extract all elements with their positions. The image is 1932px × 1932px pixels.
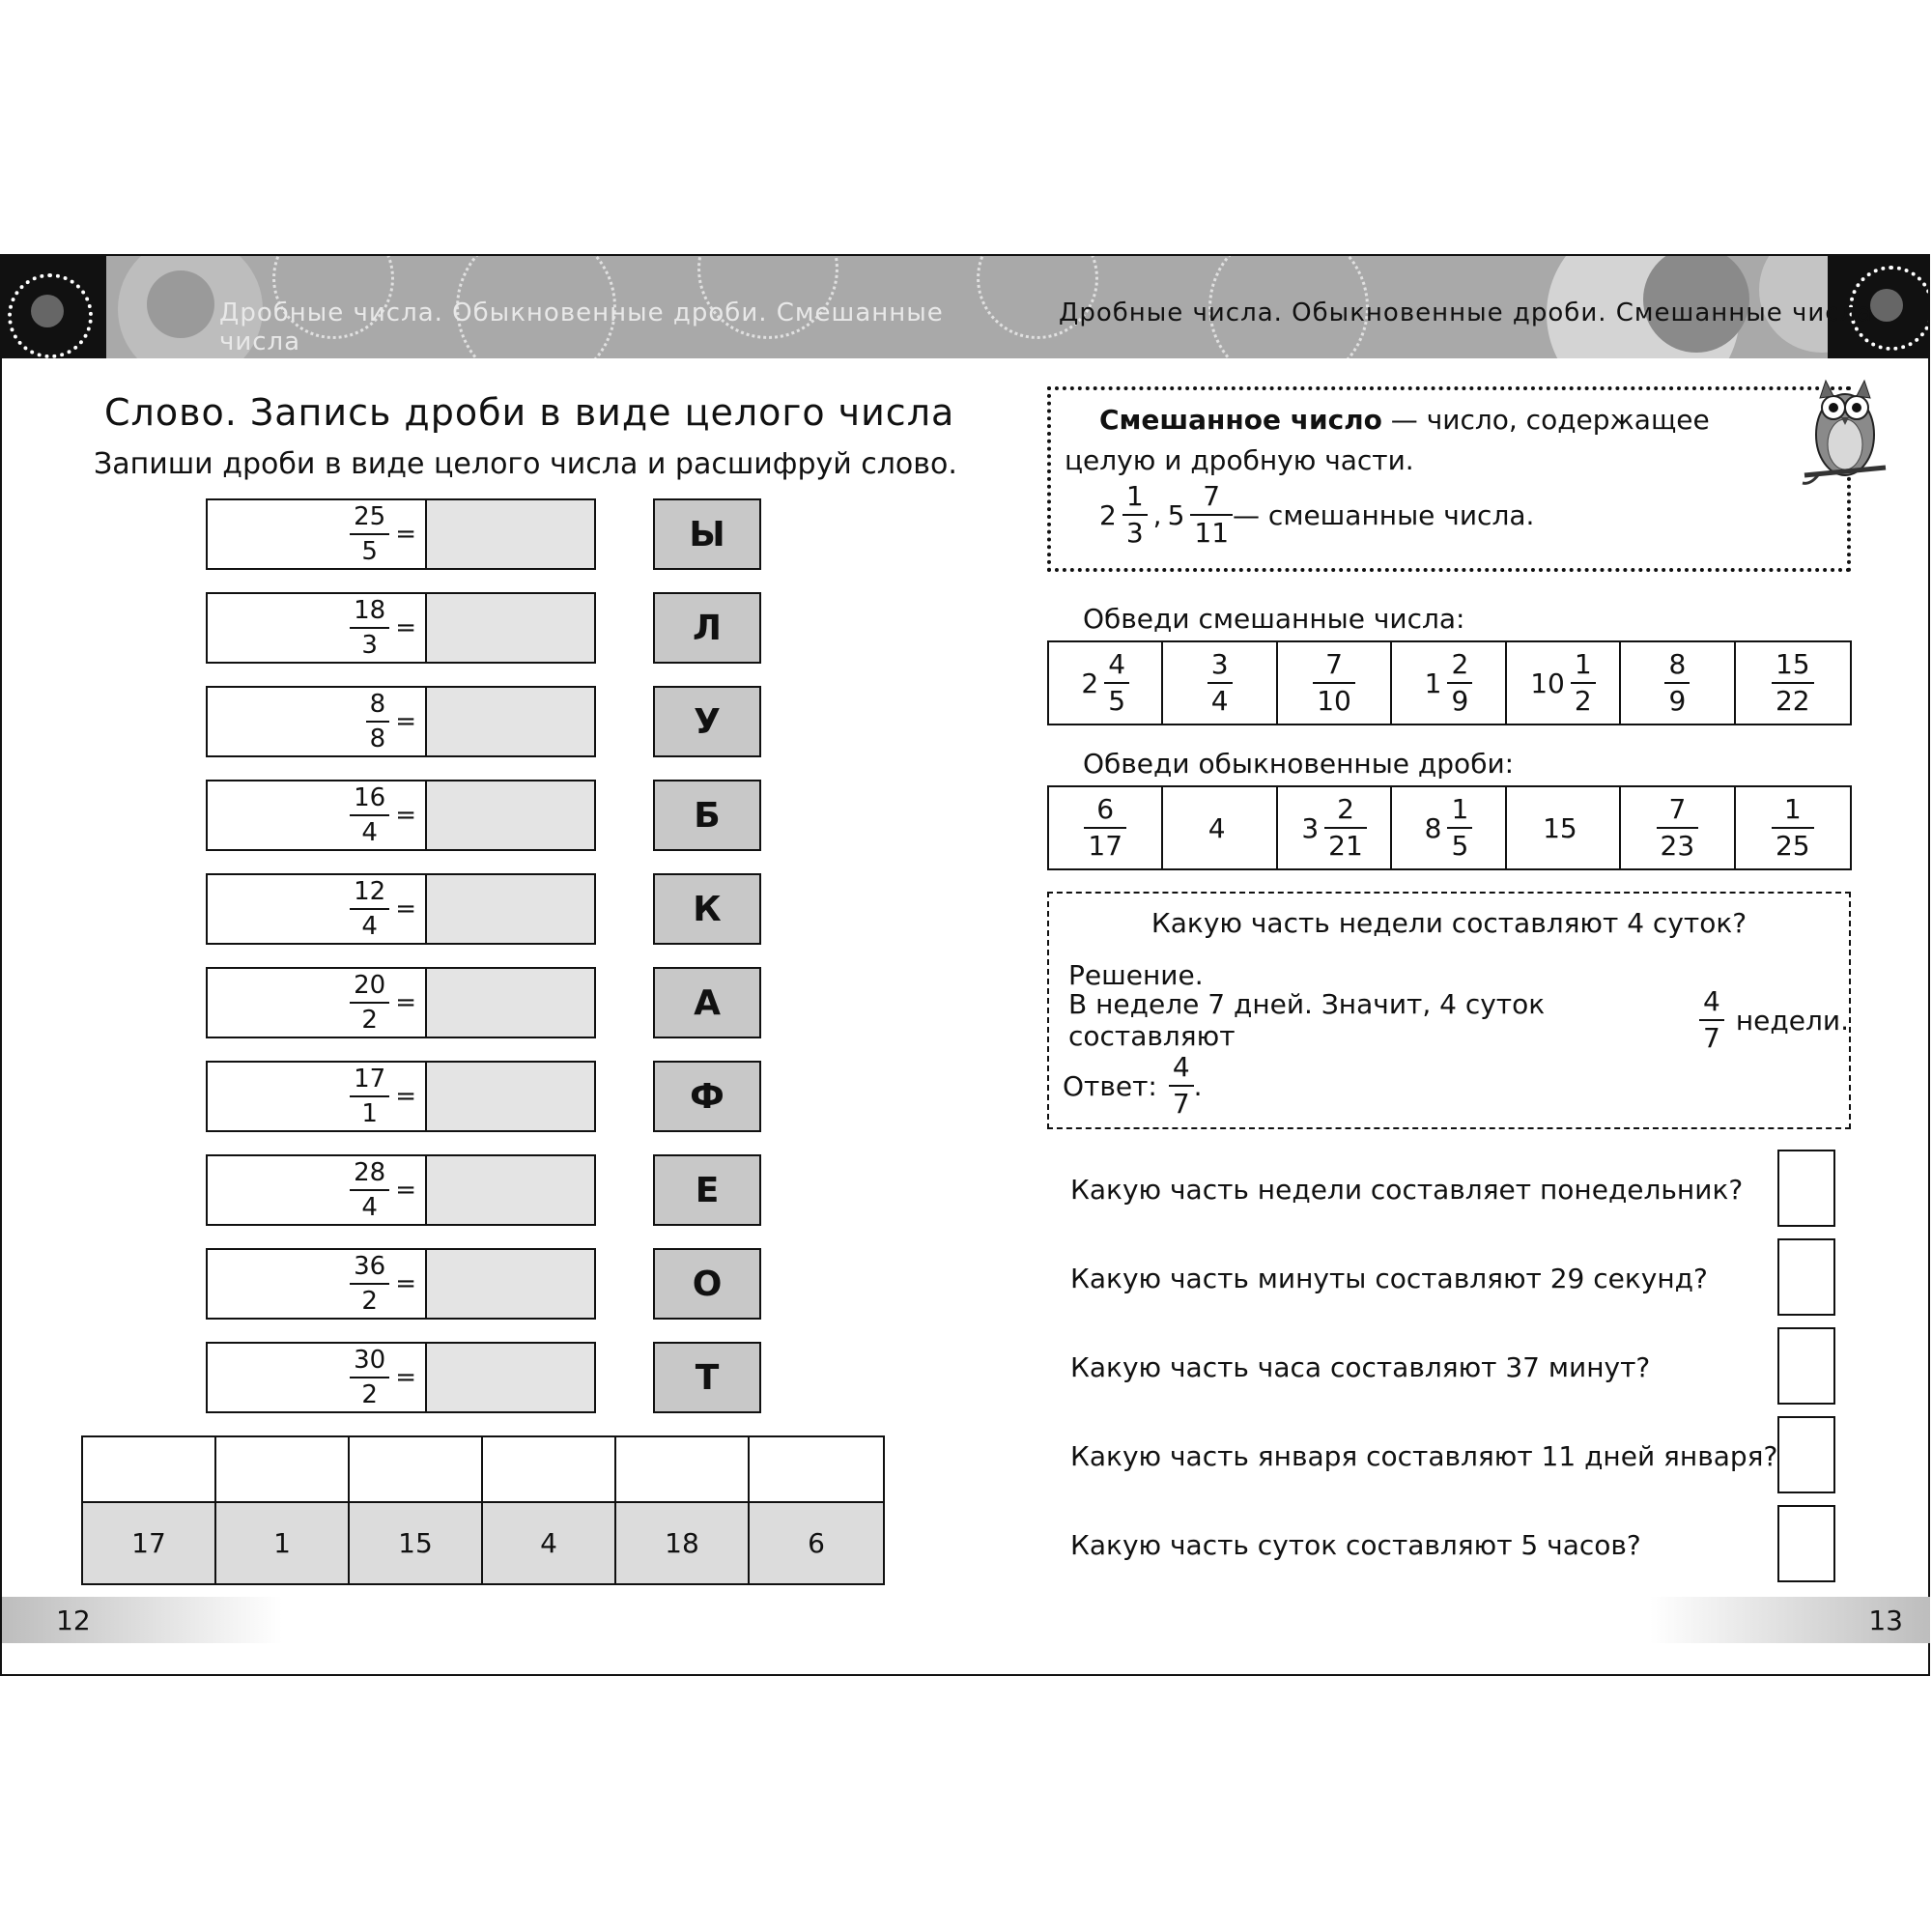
letter-key: Ф (653, 1061, 761, 1132)
decode-answer-cell[interactable] (216, 1437, 350, 1503)
left-header-title: Дробные числа. Обыкновенные дроби. Смешанные числа (219, 298, 944, 356)
fraction-answer-field[interactable] (425, 969, 594, 1037)
question-text: Какую часть минуты составляют 29 секунд? (1070, 1263, 1708, 1294)
question-answer-box[interactable] (1777, 1238, 1835, 1316)
left-page-number: 12 (2, 1597, 282, 1643)
task2-label: Обведи обыкновенные дроби: (1083, 748, 1515, 780)
question-text: Какую часть часа составляют 37 минут? (1070, 1351, 1651, 1383)
left-section-title: Слово. Запись дроби в виде целого числа (104, 391, 955, 434)
question-answer-box[interactable] (1777, 1505, 1835, 1582)
definition-box (1047, 386, 1851, 572)
fraction-option[interactable]: 1 25 (1736, 787, 1850, 868)
decode-answer-cell[interactable] (483, 1437, 616, 1503)
definition-term: Смешанное число (1099, 404, 1382, 436)
letter-key: А (653, 967, 761, 1038)
fraction-row (206, 1248, 596, 1320)
decode-answer-cell[interactable] (83, 1437, 216, 1503)
fraction-option[interactable]: 8 1 5 (1392, 787, 1506, 868)
fraction-option[interactable]: 4 (1163, 787, 1277, 868)
decode-number: 1 (216, 1503, 350, 1583)
owl-illustration (1799, 367, 1891, 493)
fraction-row (206, 1154, 596, 1226)
fraction-row (206, 780, 596, 851)
fraction-row (206, 873, 596, 945)
fraction-answer-field[interactable] (425, 1344, 594, 1411)
right-header-banner (967, 256, 1930, 358)
fraction-option[interactable]: 3 2 21 (1278, 787, 1392, 868)
fraction-expression: $\frac{16}{4}$ = (350, 781, 416, 849)
fraction-answer-field[interactable] (425, 1250, 594, 1318)
fraction-expression: $\frac{28}{4}$ = (350, 1156, 416, 1224)
fraction-row (206, 1061, 596, 1132)
letter-key: Б (653, 780, 761, 851)
question-answer-box[interactable] (1777, 1150, 1835, 1227)
mixed-number-option[interactable]: 10 1 2 (1507, 642, 1621, 724)
fraction-answer-field[interactable] (425, 688, 594, 755)
fraction-row (206, 686, 596, 757)
question-text: Какую часть недели составляет понедельник? (1070, 1174, 1744, 1206)
left-corner-ornament (2, 256, 106, 358)
fraction-expression: $\frac{8}{8}$ = (366, 688, 416, 755)
fraction-answer-field[interactable] (425, 1063, 594, 1130)
definition-line2: целую и дробную части. (1065, 444, 1414, 476)
fraction-answer-field[interactable] (425, 500, 594, 568)
decode-number: 4 (483, 1503, 616, 1583)
right-page-number: 13 (1650, 1597, 1930, 1643)
fraction-expression: $\frac{25}{5}$ = (350, 500, 416, 568)
fraction-option[interactable]: 15 (1507, 787, 1621, 868)
solution-text: В неделе 7 дней. Значит, 4 суток составляют 4 7 недели. (1068, 985, 1849, 1054)
fraction-answer-field[interactable] (425, 594, 594, 662)
fraction-row (206, 967, 596, 1038)
solution-label: Решение. (1068, 959, 1204, 991)
fraction-expression: $\frac{20}{2}$ = (350, 969, 416, 1037)
mixed-number-option[interactable]: 3 4 (1163, 642, 1277, 724)
right-header-title: Дробные числа. Обыкновенные дроби. Смешанные числа (1059, 298, 1874, 327)
decode-number: 18 (616, 1503, 750, 1583)
example-box (1047, 892, 1851, 1129)
fraction-answer-field[interactable] (425, 781, 594, 849)
left-section-instruction: Запиши дроби в виде целого числа и расшифруй слово. (94, 447, 957, 481)
fraction-option[interactable]: 6 17 (1049, 787, 1163, 868)
letter-key: Т (653, 1342, 761, 1413)
fraction-row (206, 1342, 596, 1413)
letter-key: К (653, 873, 761, 945)
question-text: Какую часть суток составляют 5 часов? (1070, 1529, 1641, 1561)
fraction-expression: $\frac{12}{4}$ = (350, 875, 416, 943)
task1-label: Обведи смешанные числа: (1083, 603, 1465, 635)
answer-line: Ответ: 4 7 . (1063, 1051, 1203, 1120)
definition-text: — число, содержащее (1381, 404, 1710, 436)
fraction-expression: $\frac{30}{2}$ = (350, 1344, 416, 1411)
left-header-banner (2, 256, 967, 358)
mixed-numbers-table (1047, 640, 1852, 725)
letter-key: Ы (653, 498, 761, 570)
decode-answer-cell[interactable] (750, 1437, 883, 1503)
definition-examples: 2 1 3 , 5 7 11 — смешанные числа. (1099, 480, 1535, 549)
fraction-expression: $\frac{36}{2}$ = (350, 1250, 416, 1318)
letter-key: О (653, 1248, 761, 1320)
fraction-row (206, 498, 596, 570)
fraction-answer-field[interactable] (425, 1156, 594, 1224)
example-question: Какую часть недели составляют 4 суток? (1151, 907, 1747, 939)
decode-number: 15 (350, 1503, 483, 1583)
decode-grid (81, 1435, 885, 1585)
fraction-expression: $\frac{18}{3}$ = (350, 594, 416, 662)
decode-number: 6 (750, 1503, 883, 1583)
question-answer-box[interactable] (1777, 1327, 1835, 1405)
fraction-answer-field[interactable] (425, 875, 594, 943)
mixed-number-option[interactable]: 8 9 (1621, 642, 1735, 724)
mixed-number-option[interactable]: 2 4 5 (1049, 642, 1163, 724)
question-text: Какую часть января составляют 11 дней января? (1070, 1440, 1778, 1472)
letter-key: Л (653, 592, 761, 664)
question-answer-box[interactable] (1777, 1416, 1835, 1493)
letter-key: У (653, 686, 761, 757)
decode-number: 17 (83, 1503, 216, 1583)
mixed-number-option[interactable]: 1 2 9 (1392, 642, 1506, 724)
fraction-row (206, 592, 596, 664)
fraction-option[interactable]: 7 23 (1621, 787, 1735, 868)
letter-key: Е (653, 1154, 761, 1226)
mixed-number-option[interactable]: 15 22 (1736, 642, 1850, 724)
fractions-table (1047, 785, 1852, 870)
fraction-expression: $\frac{17}{1}$ = (350, 1063, 416, 1130)
mixed-number-option[interactable]: 7 10 (1278, 642, 1392, 724)
decode-answer-cell[interactable] (350, 1437, 483, 1503)
decode-answer-cell[interactable] (616, 1437, 750, 1503)
